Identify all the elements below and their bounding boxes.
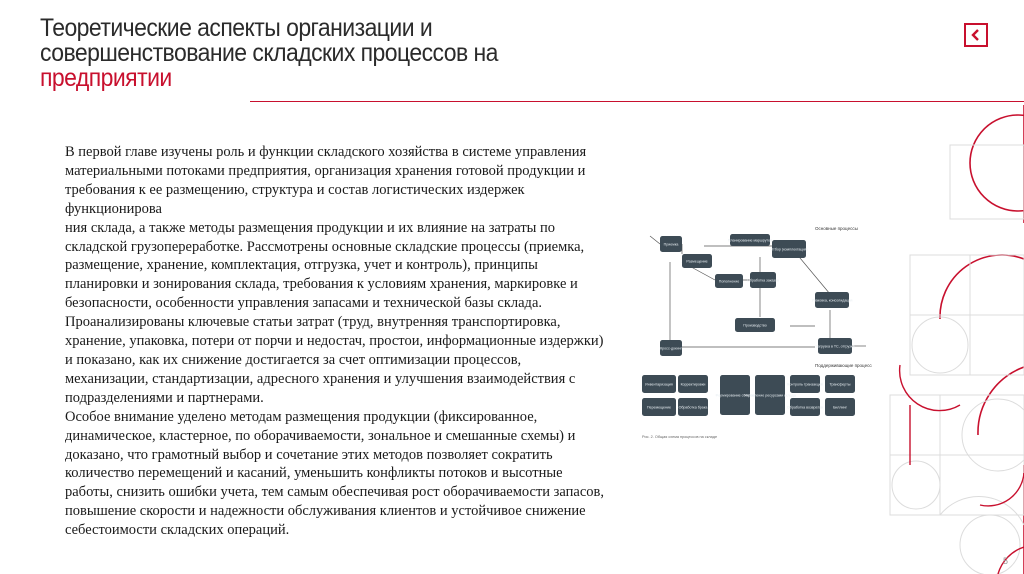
main-process-node-label: Загрузка в ТС, отгрузка [815, 344, 855, 349]
main-process-node-label: Производство [743, 323, 767, 328]
slide-title [40, 16, 555, 91]
paragraph-1: В первой главе изучены роль и функции складского хозяйства в системе управления материальными потоками предприятия, организация хранения готовой продукции и требования к ее размещению, структура и состав логистических издержек функционирова ния склада, а также методы размещения продукции и их влияние на затраты по складской грузопереработке. Рассмотрены основные складские процессы (приемка, размещение, хранение, комплектация, отгрузка, учет и контроль), принципы планировки и зонирования склада, требования к условиям хранения, маркировке и безопасности, особенности управления запасами и технической базы склада. Проанализированы ключевые статьи затрат (труд, внутренняя транспортировка, хранение, упаковка, потери от порчи и недостач, простои, информационные издержки) и показано, как их снижение достигается за счет оптимизации процессов, механизации, стандартизации, адресного хранения и улучшения взаимодействия с подразделениями и партнерами. [65, 144, 604, 406]
support-process-node-label: Управление ресурсами склада [744, 393, 796, 398]
main-process-node-label: Обработка заказов [747, 278, 779, 283]
figure-caption: Рис. 2. Общая схема процессов на складе [642, 435, 718, 439]
main-process-node-label: Кросс-докинг [660, 346, 682, 351]
page-number: 5 [1003, 556, 1009, 566]
support-process-node-label: Биллинг [833, 405, 847, 410]
body-text [65, 143, 605, 540]
support-process-node-label: Контроль транзакций [787, 382, 823, 387]
main-process-node-label: Пополнение [718, 279, 740, 284]
process-diagram [640, 222, 872, 440]
title-line-1: Теоретические аспекты организации и [40, 14, 433, 42]
main-process-node-label: Упаковка, консолидация [811, 298, 853, 303]
support-process-node-label: Обработка возвратов [787, 405, 823, 410]
back-button[interactable] [964, 23, 988, 47]
title-line-2: совершенствование складских процессов на [40, 39, 498, 67]
title-accent: предприятии [40, 64, 172, 92]
decorative-graphic [880, 105, 1024, 574]
support-process-node-label: Инвентаризация [645, 382, 673, 387]
paragraph-2: Особое внимание уделено методам размещения продукции (фиксированное, динамическое, кластерное, по оборачиваемости, зональное и смешанные схемы) и доказано, что грамотный выбор и сочетание этих методов позволяет сократить количество перемещений и касаний, уменьшить конфликты потоков и высотные работы, снизить ошибки учета, тем самым обеспечивая рост оборачиваемости запасов, повышение скорости и надежности обслуживания клиентов и устойчивое снижение себестоимости складских операций. [65, 408, 604, 539]
main-process-node-label: Размещение [686, 259, 708, 264]
support-process-node-label: Перемещение [647, 405, 671, 410]
process-diagram-svg [640, 222, 872, 440]
title-divider [250, 101, 1024, 102]
support-process-node-label: Формирование отчетов [715, 393, 755, 398]
support-process-node-label: Трансферты [829, 382, 851, 387]
main-process-node-label: Отбор (комплектация) [770, 247, 808, 252]
figure-header-support: Поддерживающие процессы [815, 363, 872, 368]
support-process-node-label: Корректировки [680, 382, 706, 387]
support-process-node-label: Обработка брака [678, 405, 708, 410]
figure-header-main: Основные процессы [815, 226, 858, 231]
back-arrow-icon [968, 27, 984, 43]
main-process-node-label: Приемка [663, 242, 679, 247]
main-process-node-label: Планирование маршрутов [727, 238, 773, 243]
